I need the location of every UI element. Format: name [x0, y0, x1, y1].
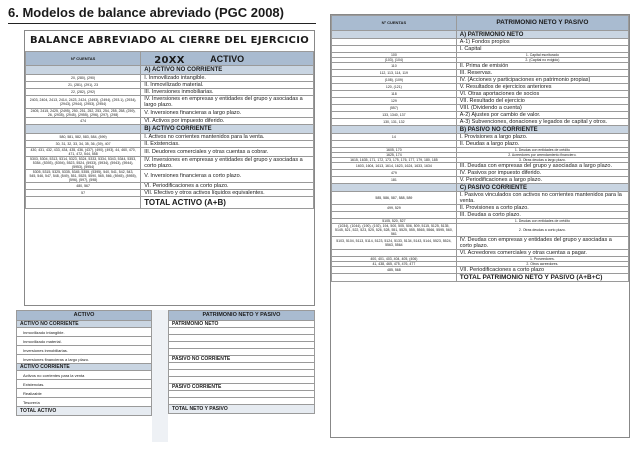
account-codes: 430, 431, 432, 433, 434, 435, 436, (437), (490), (493), 44, 460, 470, 471, 472, 544, 558: [26, 148, 141, 157]
row-label: VIII. (Dividendo a cuenta): [456, 105, 628, 112]
header-cuentas: Nº CUENTAS: [332, 16, 457, 31]
table-row: [332, 192, 629, 205]
list-item: [17, 346, 152, 355]
account-codes: 133, 1340, 137: [332, 112, 457, 119]
account-codes: 41, 438, 465, 475, 476, 477: [332, 262, 457, 267]
table-row: [26, 183, 314, 190]
pc-row: [169, 384, 315, 391]
table-row: [332, 77, 629, 84]
account-codes: 112, 113, 114, 119: [332, 70, 457, 77]
row-label: VI. Activos por impuesto diferido.: [141, 118, 314, 125]
table-row: [332, 105, 629, 112]
header-activo: ACTIVO: [141, 52, 314, 66]
account-codes: 580, 581, 582, 583, 584, (599): [26, 134, 141, 141]
account-codes: 1625, 174: [332, 153, 457, 158]
list-item: [17, 398, 152, 407]
item-label: Inversiones financieras a largo plazo.: [17, 355, 152, 364]
row-label: IV. Pasivos por impuesto diferido.: [456, 170, 628, 177]
list-item: [17, 380, 152, 389]
table-row: [26, 157, 314, 170]
account-codes: 499, 529: [332, 205, 457, 212]
account-codes: 57: [26, 190, 141, 197]
row-label: III. Deudas con empresas del grupo y asociadas a largo plazo.: [456, 163, 628, 170]
balance-title: BALANCE ABREVIADO AL CIERRE DEL EJERCICIO 20XX: [29, 35, 310, 66]
column-gap: [152, 310, 168, 442]
row-label: 2. Acreedores por arrendamiento financiero.: [456, 153, 628, 158]
account-codes: (108), (109): [332, 77, 457, 84]
account-codes: 129: [332, 98, 457, 105]
pnc-row: [169, 356, 315, 363]
pasivo-table: [331, 15, 629, 282]
total-row: [17, 407, 152, 416]
row-label: A-3) Subvenciones, donaciones y legados de capital y otros.: [456, 119, 628, 126]
table-row: [26, 96, 314, 109]
row-label: VI. Periodificaciones a corto plazo.: [141, 183, 314, 190]
list-item: [17, 389, 152, 398]
account-codes: [332, 141, 457, 148]
table-row: [332, 141, 629, 148]
section-row: [26, 125, 314, 134]
account-codes: 1605, 170: [332, 148, 457, 153]
row-label: 2. (Capital no exigido): [456, 58, 628, 63]
account-codes: 400, 401, 403, 404, 405, (406): [332, 257, 457, 262]
pc-label: PASIVO CORRIENTE: [169, 384, 315, 391]
account-codes: 5105, 520, 527: [332, 219, 457, 224]
account-codes: 585, 586, 587, 588, 589: [332, 192, 457, 205]
table-row: [332, 46, 629, 53]
account-codes: [332, 46, 457, 53]
total-row: [332, 274, 629, 282]
list-item: [17, 328, 152, 337]
row-label: III. Deudas a corto plazo.: [456, 212, 628, 219]
table-row: [332, 84, 629, 91]
table-row: [26, 75, 314, 82]
account-codes: (557): [332, 105, 457, 112]
total-label: TOTAL ACTIVO (A+B): [141, 197, 314, 209]
simplified-balance: [16, 310, 315, 442]
simplified-activo-table: [16, 310, 152, 416]
account-codes: 5103, 5104, 5113, 5114, 5123, 5124, 5133, 5134, 5143, 5144, 5523, 5524, 5563, 5564: [332, 237, 457, 250]
row-label: 1. Proveedores.: [456, 257, 628, 262]
row-label: 2. Otras deudas a corto plazo.: [456, 224, 628, 237]
account-codes: 30, 31, 32, 33, 34, 35, 36, (39), 407: [26, 141, 141, 148]
account-codes: 22, (282), (292): [26, 89, 141, 96]
section-row: [332, 184, 629, 192]
account-codes: 21, (281), (291), 23: [26, 82, 141, 89]
title-underline: [8, 23, 316, 24]
account-codes: 5305, 5315, 5325, 5335, 5345, 5355, (5395), 540, 541, 542, 543, 545, 546, 547, 548, (549), 551, 5525, 5590, 565, 566, (5945), (5955), (596), (597), (598): [26, 170, 141, 183]
pasivo-balance-table: [330, 14, 630, 438]
simplified-pasivo-column: [168, 310, 315, 414]
row-label: IV. Inversiones en empresas y entidades del grupo y asociadas a corto plazo.: [141, 157, 314, 170]
table-row: [332, 134, 629, 141]
account-codes: (1034), (1044), (190), (192), 194, 500, 505, 506, 509, 5115, 5125, 5135, 5145, 521, 522, 523, 525, 526, 528, 551, 5525, 555, 5565, 5566, 5595, 560, 561: [332, 224, 457, 237]
account-codes: 5303, 5304, 5313, 5314, 5323, 5324, 5333, 5334, 5343, 5344, 5353, 5354, (5393), (5394), 5523, 5524, (5933), (5934), (5943), (5944), (5953), (5954): [26, 157, 141, 170]
list-item: [17, 371, 152, 380]
table-row: [26, 170, 314, 183]
row-label: III. Inversiones inmobiliarias.: [141, 89, 314, 96]
account-codes: 130, 131, 132: [332, 119, 457, 126]
table-row: [26, 141, 314, 148]
page-title: 6. Modelos de balance abreviado (PGC 2008): [8, 5, 284, 20]
table-row: [332, 267, 629, 274]
table-row: [332, 170, 629, 177]
activo-table: [25, 51, 314, 209]
item-label: Existencias.: [17, 380, 152, 389]
row-label: VII. Periodificaciones a corto plazo: [456, 267, 628, 274]
account-codes: 2405, 2415, 2425, (2495), 250, 251, 252, 253, 254, 255, 258, (259), 26, (2935), (2945), (2955), (296), (297), (298): [26, 109, 141, 118]
account-codes: (103), (104): [332, 58, 457, 63]
row-label: III. Deudores comerciales y otras cuentas a cobrar.: [141, 148, 314, 157]
account-codes: [332, 39, 457, 46]
table-row: [332, 250, 629, 257]
item-label: Inmovilizado material.: [17, 337, 152, 346]
table-row: [26, 109, 314, 118]
table-header-row: [17, 311, 152, 321]
table-row: [332, 205, 629, 212]
total-row: [26, 197, 314, 209]
section-label: A) PATRIMONIO NETO: [456, 31, 628, 39]
section-label: ACTIVO NO CORRIENTE: [17, 321, 152, 328]
account-codes: 479: [332, 170, 457, 177]
row-label: 1. Deudas con entidades de crédito: [456, 148, 628, 153]
item-label: Activos no corrientes para la venta: [17, 371, 152, 380]
table-header-row: [169, 311, 315, 321]
simplified-activo-column: [16, 310, 152, 416]
section-label: B) PASIVO NO CORRIENTE: [456, 126, 628, 134]
row-label: 1. Capital escriturado: [456, 53, 628, 58]
header-pasivo: PATRIMONIO NETO Y PASIVO: [169, 311, 315, 321]
pnc-label: PASIVO NO CORRIENTE: [169, 356, 315, 363]
row-label: II. Existencias.: [141, 141, 314, 148]
table-row: [332, 91, 629, 98]
account-codes: 110: [332, 63, 457, 70]
row-label: 1. Deudas con entidades de crédito: [456, 219, 628, 224]
row-label: I. Pasivos vinculados con activos no corrientes mantenidos para la venta.: [456, 192, 628, 205]
row-label: 3. Otras deudas a largo plazo.: [456, 158, 628, 163]
header-pasivo: PATRIMONIO NETO Y PASIVO: [456, 16, 628, 31]
section-row: [26, 66, 314, 75]
row-label: VI. Acreedores comerciales y otras cuentas a pagar.: [456, 250, 628, 257]
section-row: [17, 321, 152, 328]
table-row: [332, 39, 629, 46]
table-row: [26, 118, 314, 125]
row-label: V. Resultados de ejercicios anteriores: [456, 84, 628, 91]
section-label: C) PASIVO CORRIENTE: [456, 184, 628, 192]
account-codes: 14: [332, 134, 457, 141]
row-label: III. Reservas.: [456, 70, 628, 77]
list-item: [17, 355, 152, 364]
total-label: TOTAL PATRIMONIO NETO Y PASIVO (A+B+C): [456, 274, 628, 282]
account-codes: [332, 212, 457, 219]
table-header-row: [332, 16, 629, 31]
row-label: IV. Deudas con empresas y entidades del grupo y asociadas a corto plazo.: [456, 237, 628, 250]
account-codes: 1615, 1635, 171, 172, 173, 175, 176, 177, 179, 180, 185: [332, 158, 457, 163]
table-row: [26, 82, 314, 89]
row-label: II. Deudas a largo plazo.: [456, 141, 628, 148]
account-codes: 2403, 2404, 2413, 2414, 2423, 2424, (2493), (2494), (293.1), (2934), (2943), (2944), (2953), (2954): [26, 96, 141, 109]
account-codes: 1603, 1604, 1613, 1614, 1623, 1624, 1633, 1634: [332, 163, 457, 170]
table-row: [332, 212, 629, 219]
total-label: TOTAL ACTIVO: [17, 407, 152, 416]
account-codes: 100: [332, 53, 457, 58]
table-row: [332, 63, 629, 70]
total-label: TOTAL NETO Y PASIVO: [169, 405, 315, 414]
item-label: Tesorería: [17, 398, 152, 407]
table-row: [332, 163, 629, 170]
table-row: [332, 224, 629, 237]
simplified-pasivo-table: [168, 310, 315, 414]
item-label: Inmovilizado intangible.: [17, 328, 152, 337]
section-row: [332, 126, 629, 134]
section-label: A) ACTIVO NO CORRIENTE: [141, 66, 314, 75]
list-item: [17, 337, 152, 346]
row-label: I. Activos no corrientes mantenidos para la venta.: [141, 134, 314, 141]
table-row: [332, 70, 629, 77]
account-codes: 485, 568: [332, 267, 457, 274]
account-codes: 480, 567: [26, 183, 141, 190]
table-row: [26, 148, 314, 157]
row-label: V. Periodificaciones a largo plazo.: [456, 177, 628, 184]
table-row: [332, 237, 629, 250]
account-codes: 474: [26, 118, 141, 125]
row-label: I. Capital: [456, 46, 628, 53]
item-label: Realizable: [17, 389, 152, 398]
total-row: [169, 405, 315, 414]
row-label: I. Inmovilizado intangible.: [141, 75, 314, 82]
row-label: VII. Resultado del ejercicio: [456, 98, 628, 105]
row-label: II. Prima de emisión: [456, 63, 628, 70]
header-cuentas: Nº CUENTAS: [26, 52, 141, 66]
table-row: [332, 98, 629, 105]
row-label: A-1) Fondos propios: [456, 39, 628, 46]
item-label: Inversiones inmobiliarias.: [17, 346, 152, 355]
row-label: IV. (Acciones y participaciones en patrimonio propias): [456, 77, 628, 84]
row-label: V. Inversiones financieras a largo plazo.: [141, 109, 314, 118]
row-label: A-2) Ajustes por cambio de valor.: [456, 112, 628, 119]
row-label: I. Provisiones a largo plazo.: [456, 134, 628, 141]
row-label: IV. Inversiones en empresas y entidades del grupo y asociadas a largo plazo.: [141, 96, 314, 109]
table-row: [332, 112, 629, 119]
account-codes: 181: [332, 177, 457, 184]
table-row: [26, 134, 314, 141]
section-row: [332, 31, 629, 39]
account-codes: 20, (280), (290): [26, 75, 141, 82]
row-label: VII. Efectivo y otros activos líquidos equivalentes.: [141, 190, 314, 197]
account-codes: 120, (121): [332, 84, 457, 91]
section-label: ACTIVO CORRIENTE: [17, 364, 152, 371]
table-row: [26, 190, 314, 197]
pn-row: [169, 321, 315, 328]
row-label: II. Provisiones a corto plazo.: [456, 205, 628, 212]
row-label: VI. Otras aportaciones de socios: [456, 91, 628, 98]
table-row: [332, 177, 629, 184]
account-codes: 118: [332, 91, 457, 98]
row-label: 2. Otros acreedores.: [456, 262, 628, 267]
table-row: [26, 89, 314, 96]
header-activo: ACTIVO: [17, 311, 152, 321]
account-codes: [332, 250, 457, 257]
section-label: B) ACTIVO CORRIENTE: [141, 125, 314, 134]
activo-balance-table: [24, 30, 315, 306]
table-row: [332, 119, 629, 126]
section-row: [17, 364, 152, 371]
row-label: II. Inmovilizado material.: [141, 82, 314, 89]
pn-label: PATRIMONIO NETO: [169, 321, 315, 328]
row-label: V. Inversiones financieras a corto plazo.: [141, 170, 314, 183]
